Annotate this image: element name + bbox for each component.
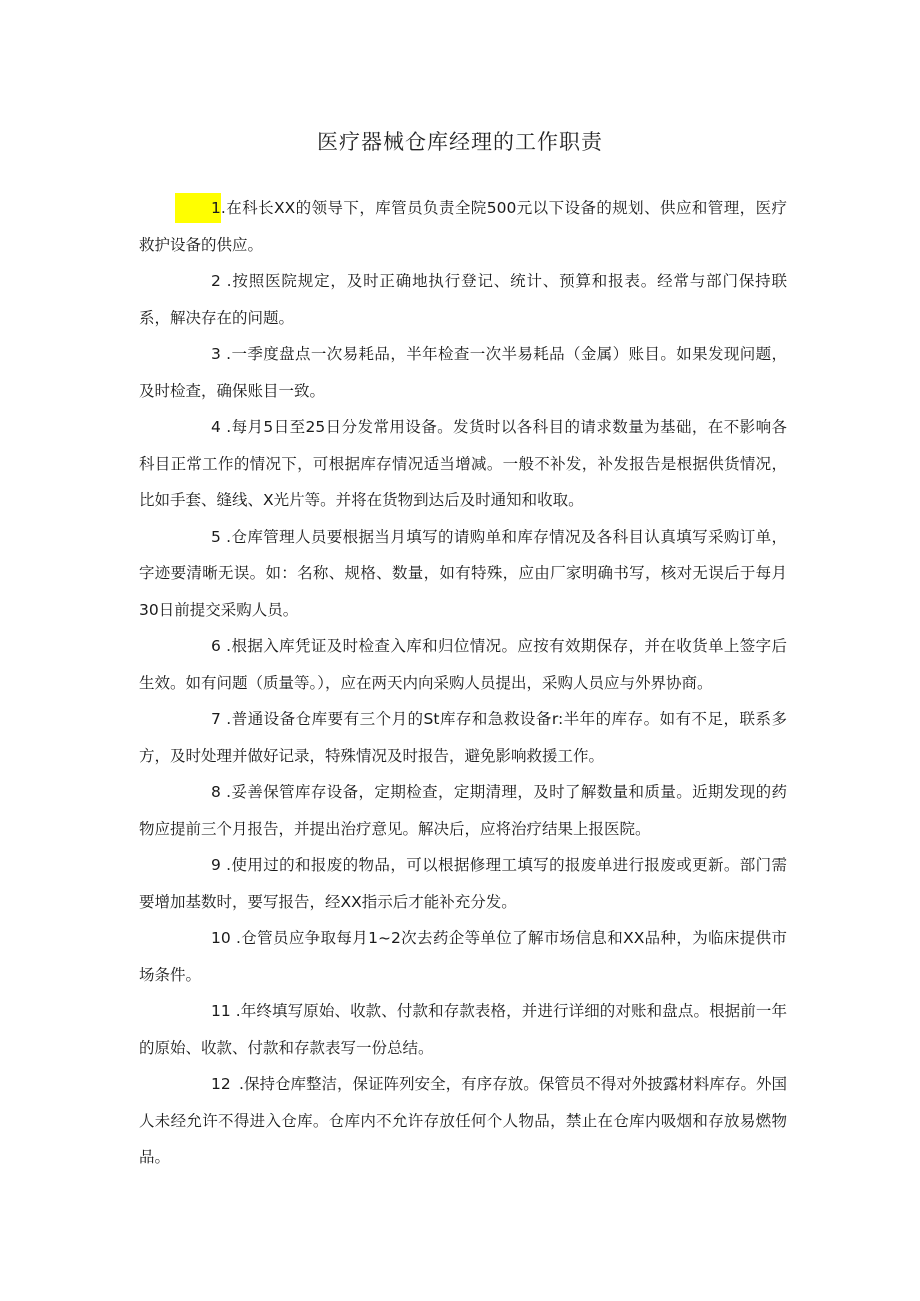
document-title: 医疗器械仓库经理的工作职责 [317, 130, 603, 154]
item-text: .根据入库凭证及时检查入库和归位情况。应按有效期保存，并在收货单上签字后生效。如有问题（质量等。），应在两天内向采购人员提出，采购人员应与外界协商。 [139, 637, 787, 692]
item-text: .在科长XX的领导下，库管员负责全院500元以下设备的规划、供应和管理，医疗救护设备的供应。 [139, 199, 787, 254]
item-text: .妥善保管库存设备，定期检查，定期清理，及时了解数量和质量。近期发现的药物应提前三个月报告，并提出治疗意见。解决后，应将治疗结果上报医院。 [139, 783, 787, 838]
item-number: 2 [211, 272, 221, 290]
item-text: .仓库管理人员要根据当月填写的请购单和库存情况及各科目认真填写采购订单，字迹要清晰无误。如：名称、规格、数量，如有特殊，应由厂家明确书写，核对无误后于每月30日前提交采购人员。 [139, 527, 787, 619]
item-number-highlighted: 1 [175, 193, 221, 223]
item-text: .仓管员应争取每月1~2次去药企等单位了解市场信息和XX品种，为临床提供市场条件。 [139, 929, 787, 984]
list-item [139, 774, 787, 847]
list-item [139, 701, 787, 774]
list-item [139, 920, 787, 993]
list-item [139, 519, 787, 629]
item-number: 5 [211, 527, 221, 546]
list-item [139, 190, 787, 263]
item-text: .使用过的和报废的物品，可以根据修理工填写的报废单进行报废或更新。部门需要增加基数时，要写报告，经XX指示后才能补充分发。 [139, 856, 787, 911]
item-number: 10 [211, 929, 231, 947]
list-item [139, 628, 787, 701]
item-text: .按照医院规定，及时正确地执行登记、统计、预算和报表。经常与部门保持联系，解决存在的问题。 [139, 272, 787, 327]
item-number: 12 [211, 1075, 231, 1093]
item-number: 11 [211, 1002, 231, 1020]
item-number: 3 [211, 345, 221, 363]
item-text: .每月5日至25日分发常用设备。发货时以各科目的请求数量为基础，在不影响各科目正常工作的情况下，可根据库存情况适当增减。一般不补发，补发报告是根据供货情况，比如手套、缝线、X光片等。并将在货物到达后及时通知和收取。 [139, 418, 787, 509]
list-item [139, 847, 787, 920]
item-number: 8 [211, 783, 221, 801]
item-number: 4 [211, 418, 221, 436]
list-item [139, 1066, 787, 1176]
item-text: .一季度盘点一次易耗品，半年检查一次半易耗品（金属）账目。如果发现问题，及时检查，确保账目一致。 [139, 345, 787, 400]
item-number: 9 [211, 856, 221, 874]
list-item [139, 263, 787, 336]
document-body [139, 190, 787, 1176]
item-number: 6 [211, 637, 221, 655]
list-item [139, 409, 787, 519]
list-item [139, 336, 787, 409]
item-text: .保持仓库整洁，保证阵列安全，有序存放。保管员不得对外披露材料库存。外国人未经允许不得进入仓库。仓库内不允许存放任何个人物品，禁止在仓库内吸烟和存放易燃物品。 [139, 1075, 787, 1166]
item-text: .普通设备仓库要有三个月的St库存和急救设备r:半年的库存。如有不足，联系多方，及时处理并做好记录，特殊情况及时报告，避免影响救援工作。 [139, 710, 787, 765]
item-text: .年终填写原始、收款、付款和存款表格，并进行详细的对账和盘点。根据前一年的原始、收款、付款和存款表写一份总结。 [139, 1002, 787, 1057]
list-item [139, 993, 787, 1066]
item-number: 7 [211, 710, 221, 728]
